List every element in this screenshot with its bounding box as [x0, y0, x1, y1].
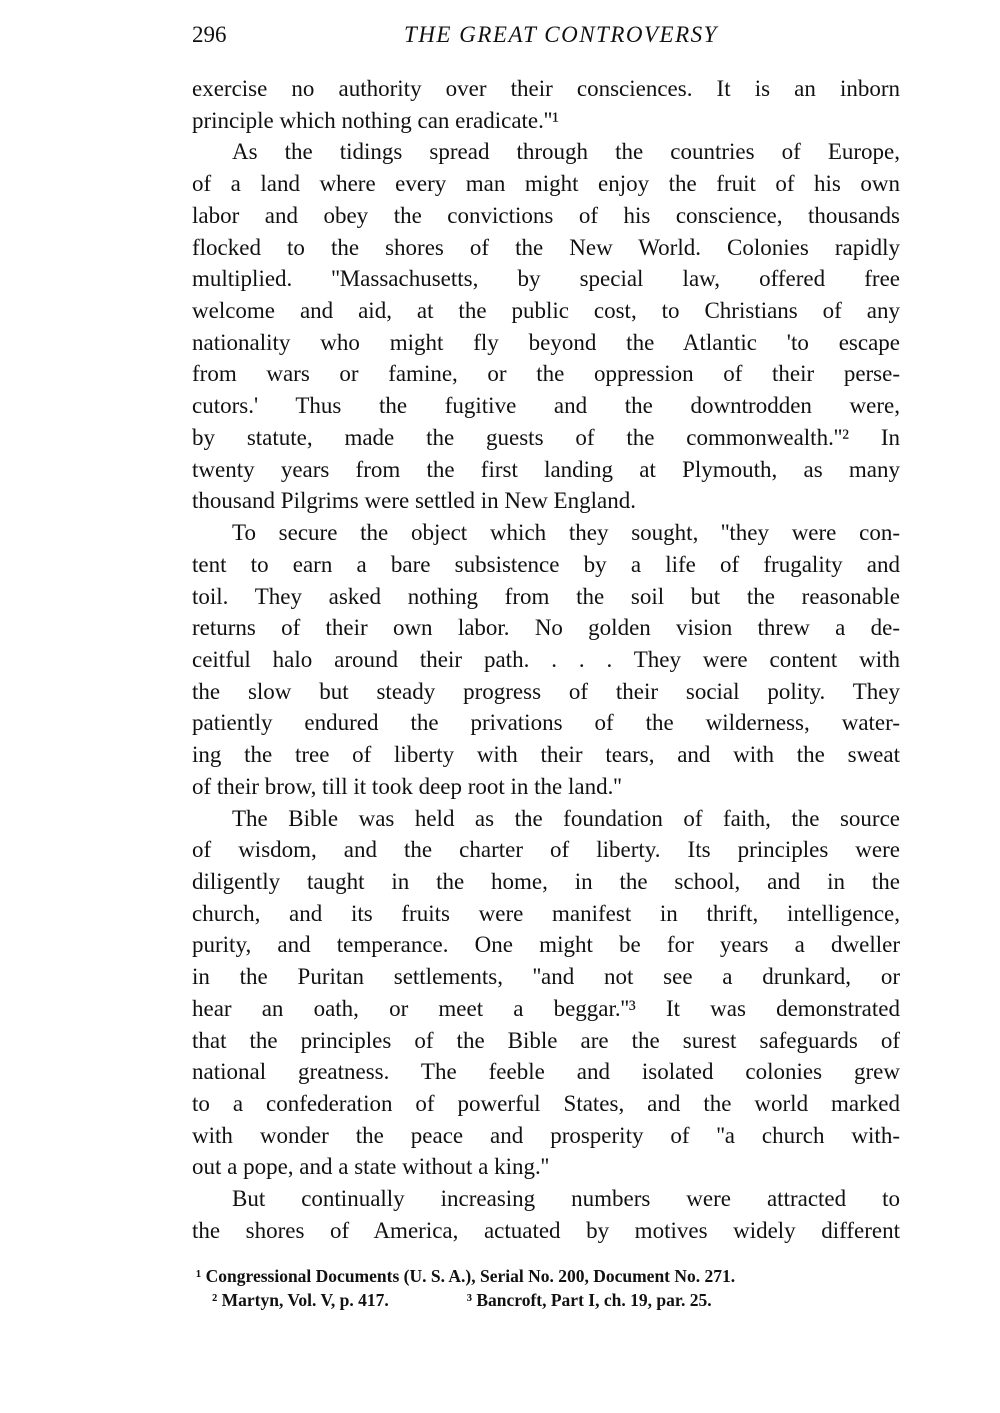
page-number: 296: [192, 22, 227, 47]
text-line: church, and its fruits were manifest in thrift, intelligence,: [192, 900, 900, 926]
text-line: The Bible was held as the foundation of faith, the source: [232, 805, 900, 831]
text-line: thousand Pilgrims were settled in New England.: [192, 488, 636, 514]
text-line: of a land where every man might enjoy the fruit of his own: [192, 171, 900, 197]
text-line: the slow but steady progress of their social polity. They: [192, 678, 900, 704]
text-line: But continually increasing numbers were attracted to: [232, 1186, 900, 1212]
text-line: flocked to the shores of the New World. Colonies rapidly: [192, 234, 900, 260]
text-line: from wars or famine, or the oppression of their perse-: [192, 361, 900, 387]
text-line: out a pope, and a state without a king.'': [192, 1154, 550, 1180]
text-line: that the principles of the Bible are the surest safeguards of: [192, 1027, 900, 1053]
text-line: of wisdom, and the charter of liberty. Its principles were: [192, 837, 900, 863]
text-line: ceitful halo around their path. . . . They were content with: [192, 646, 900, 672]
text-line: multiplied. ''Massachusetts, by special law, offered free: [192, 266, 900, 292]
text-line: To secure the object which they sought, ''they were con-: [232, 520, 900, 546]
text-line: the shores of America, actuated by motives widely different: [192, 1217, 900, 1243]
text-line: exercise no authority over their consciences. It is an inborn: [192, 76, 900, 101]
page-header: [192, 22, 900, 56]
text-line: by statute, made the guests of the commonwealth.''² In: [192, 424, 900, 450]
text-line: nationality who might fly beyond the Atlantic 'to escape: [192, 329, 900, 355]
text-line: diligently taught in the home, in the school, and in the: [192, 868, 900, 894]
text-line: ing the tree of liberty with their tears, and with the sweat: [192, 742, 900, 768]
footnote-2: ² Martyn, Vol. V, p. 417.: [212, 1290, 389, 1310]
running-title: THE GREAT CONTROVERSY: [404, 22, 718, 47]
text-line: labor and obey the convictions of his conscience, thousands: [192, 202, 900, 228]
footnotes: [196, 1264, 906, 1312]
text-line: patiently endured the privations of the wilderness, water-: [192, 710, 900, 736]
text-line: with wonder the peace and prosperity of ''a church with-: [192, 1122, 900, 1148]
text-line: hear an oath, or meet a beggar.''³ It was demonstrated: [192, 995, 900, 1021]
text-line: returns of their own labor. No golden vision threw a de-: [192, 615, 900, 641]
text-line: in the Puritan settlements, ''and not see a drunkard, or: [192, 964, 900, 990]
footnote-1: ¹ Congressional Documents (U. S. A.), Serial No. 200, Document No. 271.: [196, 1266, 736, 1286]
text-line: twenty years from the first landing at Plymouth, as many: [192, 456, 900, 482]
body-text: [192, 73, 900, 1247]
text-line: cutors.' Thus the fugitive and the downtrodden were,: [192, 393, 900, 419]
text-line: toil. They asked nothing from the soil but the reasonable: [192, 583, 900, 609]
text-line: purity, and temperance. One might be for years a dweller: [192, 932, 900, 958]
text-line: to a confederation of powerful States, and the world marked: [192, 1091, 900, 1116]
text-line: welcome and aid, at the public cost, to Christians of any: [192, 298, 900, 324]
text-line: of their brow, till it took deep root in the land.'': [192, 773, 622, 799]
text-line: As the tidings spread through the countries of Europe,: [232, 139, 900, 165]
text-line: principle which nothing can eradicate.''¹: [192, 107, 560, 133]
text-line: national greatness. The feeble and isolated colonies grew: [192, 1059, 900, 1085]
text-line: tent to earn a bare subsistence by a life of frugality and: [192, 551, 900, 577]
footnote-3: ³ Bancroft, Part I, ch. 19, par. 25.: [466, 1290, 712, 1310]
